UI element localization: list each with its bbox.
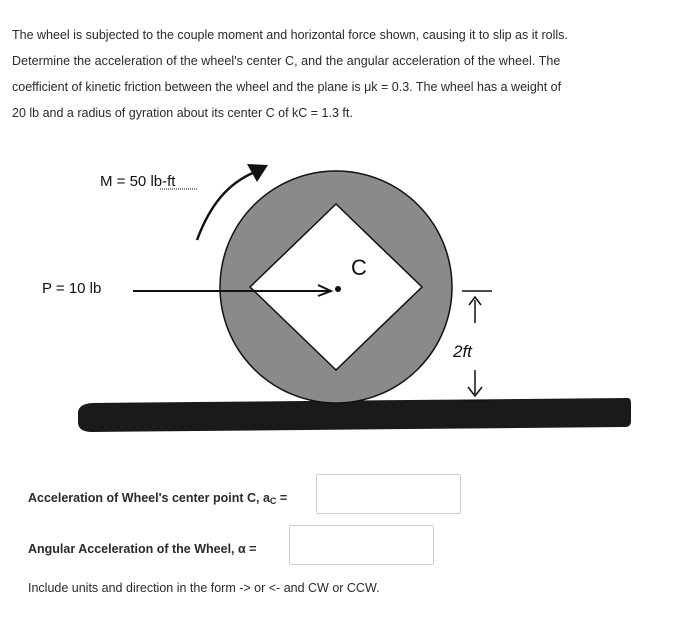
dimension-down-arrow bbox=[468, 370, 482, 396]
question-acceleration-suffix: = bbox=[276, 491, 288, 505]
question-acceleration bbox=[28, 491, 287, 506]
question-acceleration-label: Acceleration of Wheel's center point C, a bbox=[28, 491, 270, 505]
question-angular-acceleration-label: Angular Acceleration of the Wheel, α = bbox=[28, 542, 257, 556]
instructions-note: Include units and direction in the form -> or <- and CW or CCW. bbox=[28, 581, 380, 595]
question-acceleration-subscript: C bbox=[269, 496, 277, 506]
dimension-label: 2ft bbox=[453, 342, 472, 361]
center-label: C bbox=[351, 255, 367, 280]
center-point bbox=[335, 286, 341, 292]
acceleration-answer-field[interactable] bbox=[316, 474, 461, 514]
problem-line-4: 20 lb and a radius of gyration about its center C of kC = 1.3 ft. bbox=[12, 106, 353, 120]
dimension-up-arrow bbox=[469, 297, 481, 323]
question-angular-acceleration bbox=[28, 542, 256, 556]
problem-line-2: Determine the acceleration of the wheel's center C, and the angular acceleration of the wheel. The bbox=[12, 54, 561, 68]
problem-line-1: The wheel is subjected to the couple moment and horizontal force shown, causing it to slip as it rolls. bbox=[12, 28, 568, 42]
ground-plane bbox=[78, 398, 631, 432]
moment-label: M = 50 lb-ft bbox=[100, 173, 176, 190]
angular-acceleration-answer-field[interactable] bbox=[289, 525, 434, 565]
force-label: P = 10 lb bbox=[42, 280, 102, 297]
problem-line-3: coefficient of kinetic friction between the wheel and the plane is μk = 0.3. The wheel has a weight of bbox=[12, 80, 562, 94]
